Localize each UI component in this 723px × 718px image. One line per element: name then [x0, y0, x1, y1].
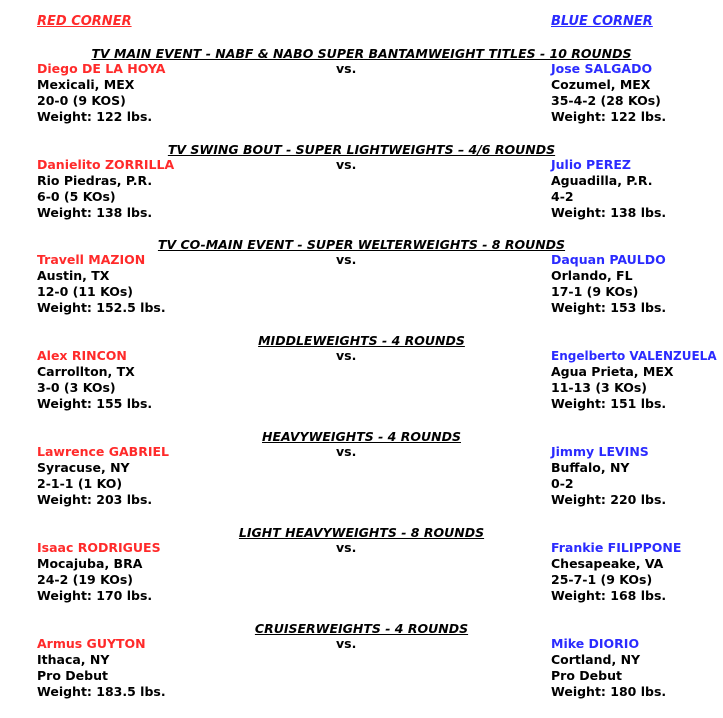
- fighter-name: Engelberto VALENZUELA: [551, 349, 717, 363]
- bout-title: CRUISERWEIGHTS - 4 ROUNDS: [254, 621, 469, 636]
- fighter-record: 2-1-1 (1 KO): [37, 476, 123, 491]
- blue-fighter: [551, 444, 666, 508]
- fighter-record: 0-2: [551, 476, 574, 491]
- fighter-weight: Weight: 152.5 lbs.: [37, 300, 166, 315]
- fighter-record: 25-7-1 (9 KOs): [551, 572, 653, 587]
- bout-title: TV CO-MAIN EVENT - SUPER WELTERWEIGHTS - 8 ROUNDS: [157, 237, 566, 252]
- fighter-hometown: Carrollton, TX: [37, 364, 135, 379]
- red-fighter: [37, 636, 166, 700]
- fighter-record: 12-0 (11 KOs): [37, 284, 133, 299]
- bout-card: [0, 333, 723, 423]
- fighter-weight: Weight: 168 lbs.: [551, 588, 667, 603]
- fighter-name: Daquan PAULDO: [551, 252, 666, 267]
- fighter-name: Danielito ZORRILLA: [37, 157, 175, 172]
- fighter-name: Mike DIORIO: [551, 636, 640, 651]
- fighter-weight: Weight: 183.5 lbs.: [37, 684, 166, 699]
- fighter-record: Pro Debut: [551, 668, 622, 683]
- fighter-hometown: Syracuse, NY: [37, 460, 130, 475]
- fighter-weight: Weight: 151 lbs.: [551, 396, 667, 411]
- bout-title: HEAVYWEIGHTS - 4 ROUNDS: [262, 429, 461, 444]
- bout-card: [0, 237, 723, 327]
- fighter-weight: Weight: 203 lbs.: [37, 492, 153, 507]
- fighter-name: Jose SALGADO: [551, 61, 653, 76]
- fighter-hometown: Ithaca, NY: [37, 652, 110, 667]
- blue-fighter: [551, 61, 666, 125]
- bout-title: TV SWING BOUT - SUPER LIGHTWEIGHTS – 4/6 ROUNDS: [167, 142, 556, 157]
- fighter-hometown: Cortland, NY: [551, 652, 641, 667]
- red-fighter: [37, 540, 161, 604]
- vs-label: vs.: [336, 252, 357, 267]
- fighter-name: Isaac RODRIGUES: [37, 540, 161, 555]
- blue-fighter: [551, 157, 666, 221]
- bout-card: [0, 46, 723, 136]
- blue-fighter: [551, 636, 666, 700]
- bout-card: [0, 621, 723, 711]
- red-fighter: [37, 348, 152, 412]
- fighter-hometown: Cozumel, MEX: [551, 77, 651, 92]
- vs-label: vs.: [336, 636, 357, 651]
- fighter-name: Armus GUYTON: [37, 636, 146, 651]
- fighter-weight: Weight: 155 lbs.: [37, 396, 153, 411]
- fighter-hometown: Chesapeake, VA: [551, 556, 664, 571]
- bout-card: [0, 525, 723, 615]
- fighter-record: 3-0 (3 KOs): [37, 380, 116, 395]
- red-fighter: [37, 444, 169, 508]
- vs-label: vs.: [336, 540, 357, 555]
- fighter-record: 35-4-2 (28 KOs): [551, 93, 661, 108]
- blue-fighter: [551, 348, 717, 412]
- fighter-name: Jimmy LEVINS: [551, 444, 649, 459]
- fighter-weight: Weight: 170 lbs.: [37, 588, 153, 603]
- fighter-record: 4-2: [551, 189, 574, 204]
- fighter-name: Frankie FILIPPONE: [551, 540, 682, 555]
- fighter-hometown: Mocajuba, BRA: [37, 556, 143, 571]
- fighter-record: 6-0 (5 KOs): [37, 189, 116, 204]
- fighter-name: Lawrence GABRIEL: [37, 444, 169, 459]
- fighter-weight: Weight: 138 lbs.: [551, 205, 667, 220]
- blue-corner-heading: BLUE CORNER: [551, 14, 653, 29]
- vs-label: vs.: [336, 444, 357, 459]
- bout-card: [0, 142, 723, 232]
- red-corner-heading: RED CORNER: [37, 14, 132, 29]
- blue-fighter: [551, 540, 681, 604]
- fighter-hometown: Rio Piedras, P.R.: [37, 173, 153, 188]
- fighter-hometown: Orlando, FL: [551, 268, 633, 283]
- fighter-record: 11-13 (3 KOs): [551, 380, 647, 395]
- fighter-hometown: Agua Prieta, MEX: [551, 364, 674, 379]
- fighter-weight: Weight: 122 lbs.: [37, 109, 153, 124]
- bout-title: LIGHT HEAVYWEIGHTS - 8 ROUNDS: [238, 525, 485, 540]
- fighter-hometown: Aguadilla, P.R.: [551, 173, 653, 188]
- red-fighter: [37, 61, 165, 125]
- bout-card: [0, 429, 723, 519]
- fighter-record: 17-1 (9 KOs): [551, 284, 639, 299]
- fighter-name: Julio PEREZ: [551, 157, 631, 172]
- bout-title: MIDDLEWEIGHTS - 4 ROUNDS: [258, 333, 465, 348]
- fighter-hometown: Mexicali, MEX: [37, 77, 135, 92]
- fighter-name: Alex RINCON: [37, 348, 127, 363]
- fighter-weight: Weight: 153 lbs.: [551, 300, 667, 315]
- fighter-name: Travell MAZION: [37, 252, 146, 267]
- vs-label: vs.: [336, 61, 357, 76]
- fighter-hometown: Buffalo, NY: [551, 460, 630, 475]
- fighter-record: 20-0 (9 KOS): [37, 93, 126, 108]
- fighter-weight: Weight: 220 lbs.: [551, 492, 667, 507]
- vs-label: vs.: [336, 157, 357, 172]
- red-fighter: [37, 157, 174, 221]
- fighter-name: Diego DE LA HOYA: [37, 61, 166, 76]
- fighter-record: Pro Debut: [37, 668, 108, 683]
- fighter-weight: Weight: 138 lbs.: [37, 205, 153, 220]
- bout-title: TV MAIN EVENT - NABF & NABO SUPER BANTAMWEIGHT TITLES - 10 ROUNDS: [91, 46, 632, 61]
- fighter-hometown: Austin, TX: [37, 268, 110, 283]
- red-fighter: [37, 252, 166, 316]
- fighter-record: 24-2 (19 KOs): [37, 572, 133, 587]
- blue-fighter: [551, 252, 666, 316]
- vs-label: vs.: [336, 348, 357, 363]
- fighter-weight: Weight: 122 lbs.: [551, 109, 667, 124]
- fighter-weight: Weight: 180 lbs.: [551, 684, 667, 699]
